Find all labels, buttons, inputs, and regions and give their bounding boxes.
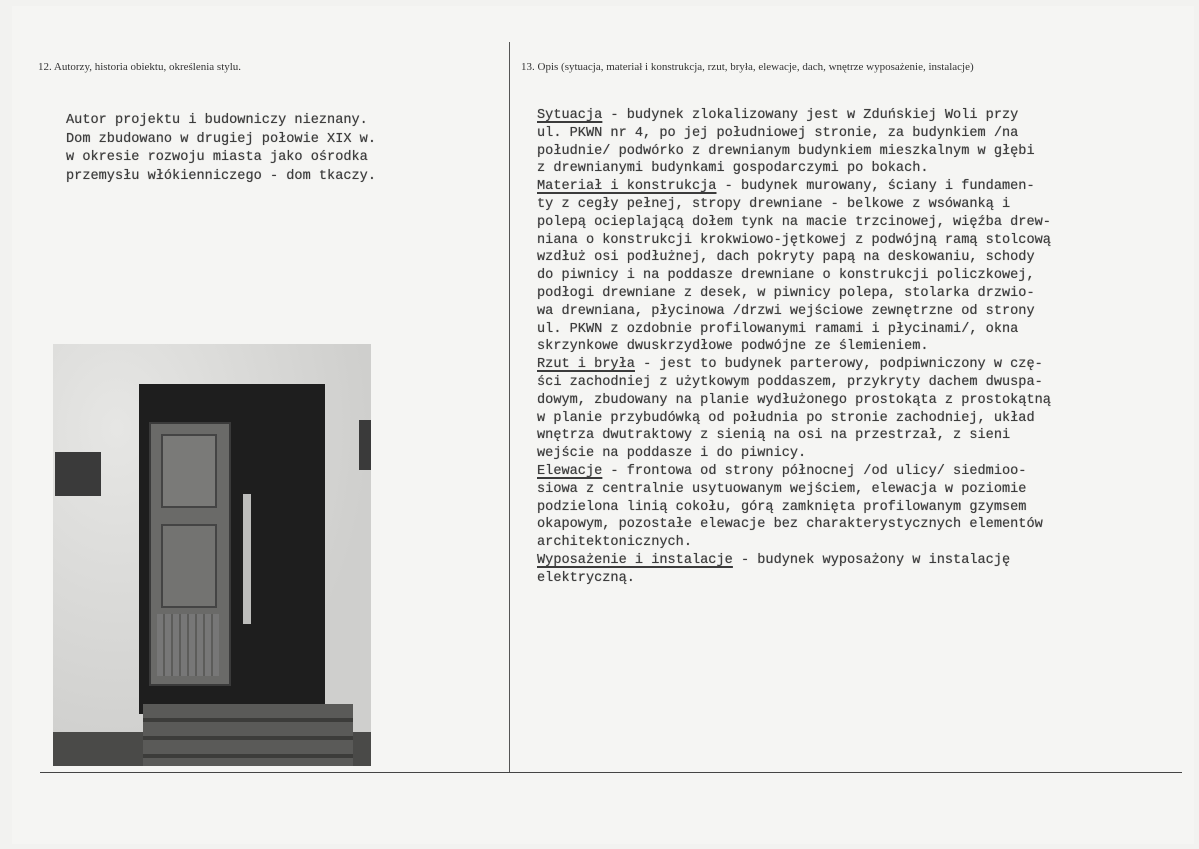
section-heading: Sytuacja: [537, 108, 603, 123]
description-line: [537, 196, 1051, 214]
line-text: - jest to budynek parterowy, podpiwniczony w czę-: [634, 357, 1043, 373]
line-text: - budynek wyposażony w instalację: [732, 552, 1011, 568]
line-text: dowym, zbudowany na planie wydłużonego prostokąta z prostokątną: [537, 392, 1051, 408]
line-text: podłogi drewniane z desek, w piwnicy polepa, stolarka drzwio-: [537, 285, 1035, 301]
description-line: [537, 534, 1051, 552]
line-text: wzdłuż osi podłużnej, dach pokryty papą na deskowaniu, schody: [537, 250, 1035, 266]
line-text: polepą ocieplającą dołem tynk na macie trzcinowej, więźba drew-: [537, 214, 1051, 230]
column-divider: [509, 42, 510, 772]
line-text: do piwnicy i na poddasze drewniane o konstrukcji policzkowej,: [537, 268, 1035, 284]
line-text: - budynek murowany, ściany i fundamen-: [716, 179, 1035, 195]
line-text: południe/ podwórko z drewnianym budynkiem mieszkalnym w głębi: [537, 143, 1035, 159]
line-text: z drewnianymi budynkami gospodarczymi po bokach.: [537, 161, 929, 177]
description-line: [537, 356, 1051, 374]
door-icon: [149, 422, 231, 686]
description-line: [537, 267, 1051, 285]
section-12-header: 12. Autorzy, historia obiektu, określenia stylu.: [38, 61, 242, 73]
line-text: wa drewniana, płycinowa /drzwi wejściowe zewnętrzne od strony: [537, 303, 1035, 319]
line-text: skrzynkowe dwuskrzydłowe podwójne ze ślemieniem.: [537, 339, 929, 355]
description-line: [537, 410, 1051, 428]
plaque-icon: [55, 452, 101, 496]
line-text: podzielona linią cokołu, górą zamknięta profilowanym gzymsem: [537, 499, 1027, 515]
section-13-header: 13. Opis (sytuacja, materiał i konstrukcja, rzut, bryła, elewacje, dach, wnętrze wyposażenie, instalacje): [521, 61, 974, 73]
description-line: [537, 249, 1051, 267]
line-text: ści zachodniej z użytkowym poddaszem, przykryty dachem dwuspa-: [537, 374, 1043, 390]
line-text: ul. PKWN z ozdobnie profilowanymi ramami i płycinami/, okna: [537, 321, 1019, 337]
line-text: - frontowa od strony północnej /od ulicy/ siedmioo-: [602, 463, 1027, 479]
section-heading: Elewacje: [537, 463, 603, 479]
description-line: [537, 143, 1051, 161]
description-line: [537, 445, 1051, 463]
description-line: [537, 338, 1051, 356]
line-text: architektonicznych.: [537, 535, 692, 551]
line-text: ty z cegły pełnej, stropy drewniane - belkowe z wsówanką i: [537, 196, 1011, 212]
description-line: [537, 427, 1051, 445]
text-line: Autor projektu i budowniczy nieznany.: [66, 113, 368, 128]
description-line: [537, 552, 1051, 570]
description-line: [537, 303, 1051, 321]
line-text: niana o konstrukcji krokwiowo-jętkowej z podwójną ramą stolcową: [537, 232, 1051, 248]
doorway-photo: [53, 344, 371, 766]
text-line: Dom zbudowano w drugiej połowie XIX w.: [66, 131, 376, 147]
steps-icon: [143, 704, 353, 766]
sign-icon: [359, 420, 371, 470]
text-line: w okresie rozwoju miasta jako ośrodka: [66, 150, 368, 165]
description-line: [537, 214, 1051, 232]
text-line: przemysłu włókienniczego - dom tkaczy.: [66, 168, 376, 184]
section-heading: Materiał i konstrukcja: [537, 179, 717, 195]
description-line: [537, 107, 1051, 125]
line-text: wejście na poddasze i do piwnicy.: [537, 446, 807, 462]
description-line: [537, 160, 1051, 178]
authors-history-text: [66, 112, 376, 186]
description-line: [537, 392, 1051, 410]
line-text: elektryczną.: [537, 570, 635, 586]
line-text: siowa z centralnie usytuowanym wejściem, elewacja w poziomie: [537, 481, 1027, 497]
bottom-rule: [40, 772, 1182, 773]
description-line: [537, 178, 1051, 196]
description-line: [537, 516, 1051, 534]
line-text: w planie przybudówką od południa po stronie zachodniej, układ: [537, 410, 1035, 426]
description-line: [537, 125, 1051, 143]
line-text: ul. PKWN nr 4, po jej południowej stronie, za budynkiem /na: [537, 125, 1019, 141]
description-line: [537, 499, 1051, 517]
line-text: wnętrza dwutraktowy z sienią na osi na przestrzał, z sieni: [537, 428, 1011, 444]
section-heading: Rzut i bryła: [537, 357, 635, 373]
description-line: [537, 570, 1051, 588]
description-line: [537, 481, 1051, 499]
description-line: [537, 374, 1051, 392]
line-text: - budynek zlokalizowany jest w Zduńskiej Woli przy: [602, 108, 1019, 123]
description-line: [537, 285, 1051, 303]
description-line: [537, 232, 1051, 250]
description-text: [537, 107, 1051, 588]
description-line: [537, 321, 1051, 339]
description-line: [537, 463, 1051, 481]
line-text: okapowym, pozostałe elewacje bez charakterystycznych elementów: [537, 517, 1043, 533]
section-heading: Wyposażenie i instalacje: [537, 552, 733, 568]
